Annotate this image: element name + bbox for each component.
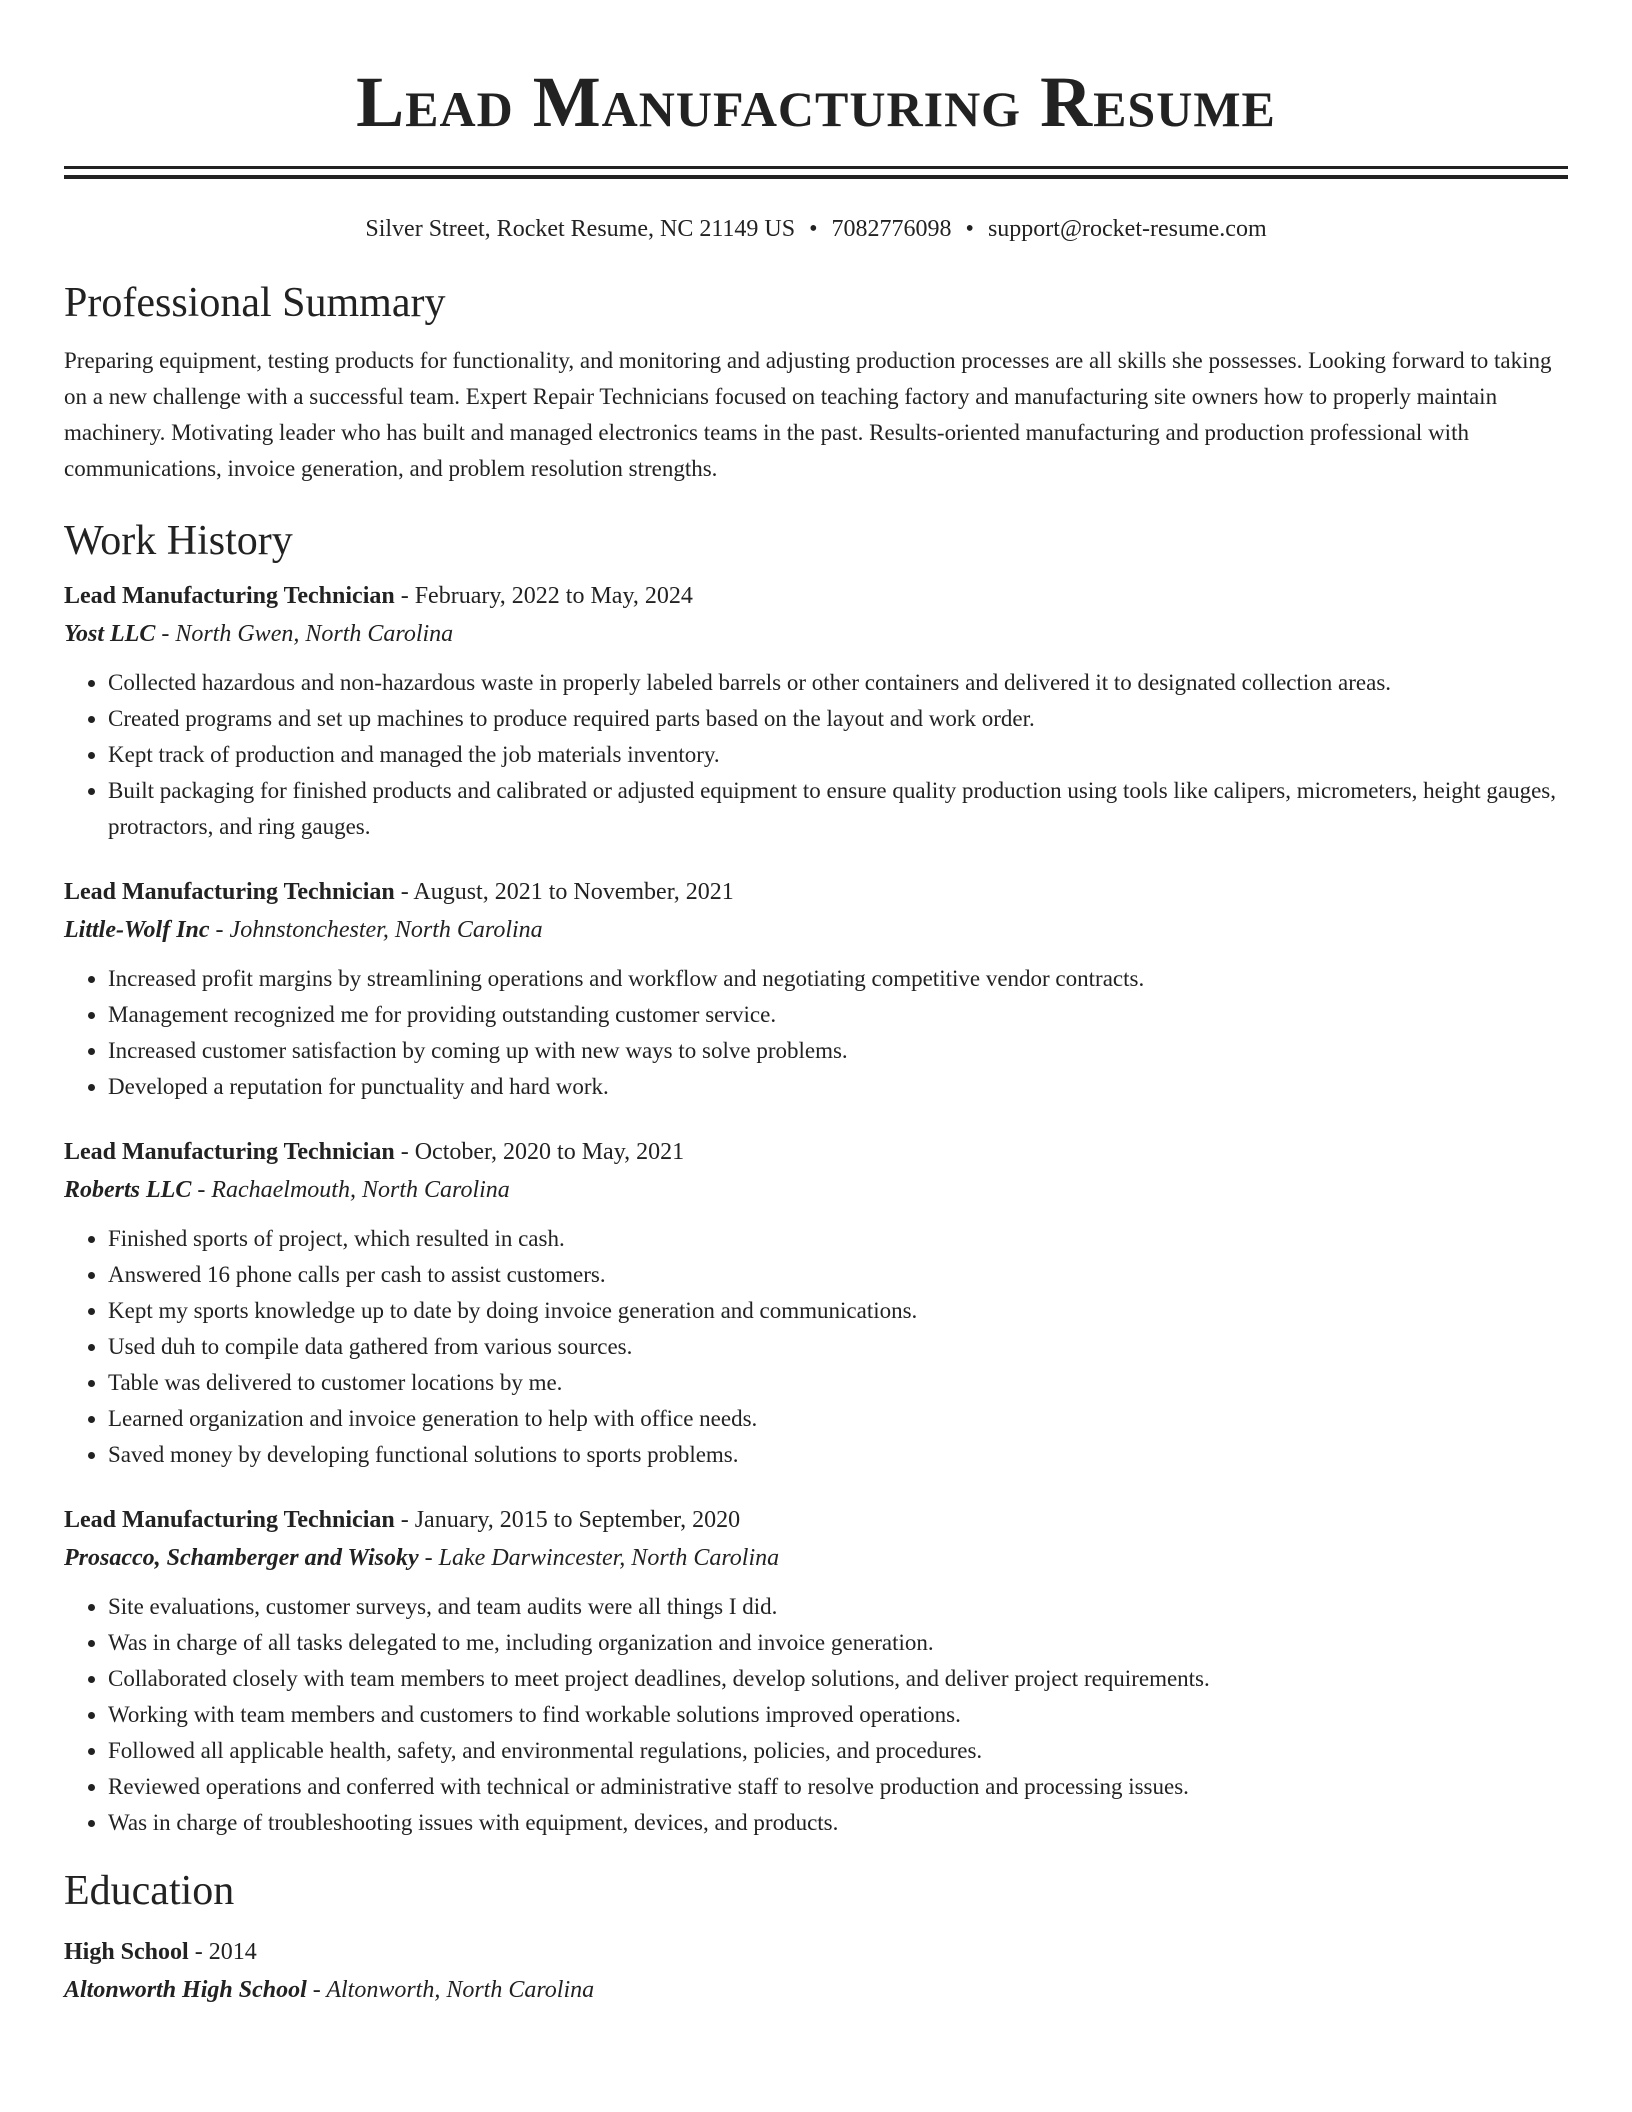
contact-email: support@rocket-resume.com — [987, 216, 1267, 242]
job-bullet: • Finished sports of project, which resulted in cash. — [108, 1221, 1568, 1257]
company-name: Prosacco, Schamberger and Wisoky — [64, 1545, 419, 1571]
job-entry — [64, 1501, 1568, 1841]
job-bullet: • Management recognized me for providing outstanding customer service. — [108, 997, 1568, 1033]
job-bullet: • Built packaging for finished products and calibrated or adjusted equipment to ensure quality production using tools like calipers, micrometers, height gauges, protractors, and ring gauges. — [108, 773, 1568, 845]
company-name: Little-Wolf Inc — [64, 917, 210, 943]
job-bullet: • Learned organization and invoice generation to help with office needs. — [108, 1401, 1568, 1437]
job-title-line — [64, 873, 1568, 911]
degree-line — [64, 1933, 1568, 1971]
job-bullets — [64, 665, 1568, 845]
job-dates: - August, 2021 to November, 2021 — [394, 879, 734, 905]
contact-separator: • — [809, 216, 818, 242]
degree: High School — [64, 1939, 189, 1965]
job-bullet: • Reviewed operations and conferred with technical or administrative staff to resolve production and processing issues. — [108, 1769, 1568, 1805]
job-bullet: • Collaborated closely with team members to meet project deadlines, develop solutions, and deliver project requirements. — [108, 1661, 1568, 1697]
school-line — [64, 1971, 1568, 2009]
job-bullets — [64, 1221, 1568, 1473]
job-title-line — [64, 577, 1568, 615]
job-dates: - October, 2020 to May, 2021 — [394, 1139, 685, 1165]
company-location: - Rachaelmouth, North Carolina — [191, 1177, 510, 1203]
job-bullets — [64, 961, 1568, 1105]
job-dates: - February, 2022 to May, 2024 — [394, 583, 693, 609]
contact-address: Silver Street, Rocket Resume, NC 21149 US — [365, 216, 796, 242]
summary-text: Preparing equipment, testing products for functionality, and monitoring and adjusting production processes are all skills she possesses. Looking forward to taking on a new challenge with a successful team. Expert Repair Technicians focused on teaching factory and manufacturing site owners how to properly maintain machinery. Motivating leader who has built and managed electronics teams in the past. Results-oriented manufacturing and production professional with communications, invoice generation, and problem resolution strengths. — [64, 348, 1552, 481]
company-line — [64, 1539, 1568, 1577]
education-heading: Education — [64, 1868, 235, 1914]
job-bullet: • Kept my sports knowledge up to date by doing invoice generation and communications. — [108, 1293, 1568, 1329]
job-bullet: • Was in charge of troubleshooting issues with equipment, devices, and products. — [108, 1805, 1568, 1841]
resume-title: Lead Manufacturing Resume — [356, 62, 1276, 142]
job-bullet: • Collected hazardous and non-hazardous waste in properly labeled barrels or other containers and delivered it to designated collection areas. — [108, 665, 1568, 701]
company-location: - Lake Darwincester, North Carolina — [418, 1545, 780, 1571]
job-dates: - January, 2015 to September, 2020 — [394, 1507, 741, 1533]
title-divider-bottom — [64, 175, 1568, 179]
job-title-line — [64, 1133, 1568, 1171]
company-line — [64, 911, 1568, 949]
job-bullet: • Increased customer satisfaction by coming up with new ways to solve problems. — [108, 1033, 1568, 1069]
job-title-line — [64, 1501, 1568, 1539]
job-bullet: • Site evaluations, customer surveys, and team audits were all things I did. — [108, 1589, 1568, 1625]
job-entry — [64, 1133, 1568, 1473]
job-bullet: • Created programs and set up machines to produce required parts based on the layout and work order. — [108, 701, 1568, 737]
contact-separator: • — [965, 216, 974, 242]
education-entry — [64, 1933, 1568, 2009]
company-name: Yost LLC — [64, 621, 156, 647]
job-entry — [64, 577, 1568, 845]
job-bullet: • Used duh to compile data gathered from various sources. — [108, 1329, 1568, 1365]
job-entry — [64, 873, 1568, 1105]
job-bullet: • Table was delivered to customer locations by me. — [108, 1365, 1568, 1401]
job-bullet: • Increased profit margins by streamlining operations and workflow and negotiating competitive vendor contracts. — [108, 961, 1568, 997]
company-name: Roberts LLC — [64, 1177, 192, 1203]
job-title: Lead Manufacturing Technician — [64, 1507, 395, 1533]
job-bullet: • Followed all applicable health, safety, and environmental regulations, policies, and procedures. — [108, 1733, 1568, 1769]
title-divider-top — [64, 166, 1568, 169]
job-bullet: • Kept track of production and managed the job materials inventory. — [108, 737, 1568, 773]
job-bullet: • Working with team members and customers to find workable solutions improved operations. — [108, 1697, 1568, 1733]
job-bullet: • Answered 16 phone calls per cash to assist customers. — [108, 1257, 1568, 1293]
contact-phone: 7082776098 — [831, 216, 952, 242]
contact-line — [64, 213, 1568, 245]
graduation-year: - 2014 — [188, 1939, 257, 1965]
job-title: Lead Manufacturing Technician — [64, 879, 395, 905]
job-bullets — [64, 1589, 1568, 1841]
job-bullet: • Saved money by developing functional solutions to sports problems. — [108, 1437, 1568, 1473]
job-bullet: • Was in charge of all tasks delegated to me, including organization and invoice generation. — [108, 1625, 1568, 1661]
company-location: - North Gwen, North Carolina — [155, 621, 454, 647]
school-name: Altonworth High School — [64, 1977, 307, 2003]
job-title: Lead Manufacturing Technician — [64, 583, 395, 609]
company-line — [64, 615, 1568, 653]
school-location: - Altonworth, North Carolina — [306, 1977, 595, 2003]
summary-heading: Professional Summary — [64, 280, 446, 326]
company-location: - Johnstonchester, North Carolina — [209, 917, 543, 943]
job-title: Lead Manufacturing Technician — [64, 1139, 395, 1165]
company-line — [64, 1171, 1568, 1209]
work-history-heading: Work History — [64, 518, 293, 564]
job-bullet: • Developed a reputation for punctuality and hard work. — [108, 1069, 1568, 1105]
